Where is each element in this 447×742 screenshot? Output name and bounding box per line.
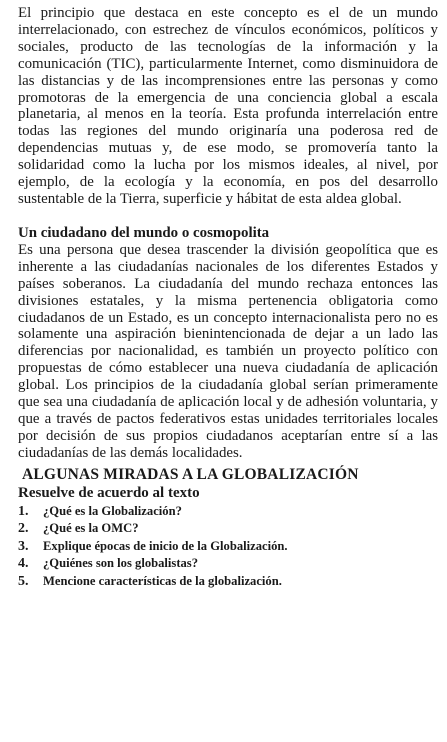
paragraph-gap: [18, 208, 438, 225]
question-number: 5.: [18, 574, 29, 590]
question-item: [18, 503, 438, 521]
question-text: Mencione características de la globalización.: [43, 574, 282, 589]
intro-paragraph: El principio que destaca en este concepto es el de un mundo interrelacionado, con estrechez de vínculos económicos, políticos y sociales, producto de las tecnologías de la información y la comunicación (TIC), particularmente Internet, como disminuidora de las distancias y de las incomprensiones entre las personas y como promotoras de la emergencia de una conciencia global a escala planetaria, al menos en la teoría. Esta profunda interrelación entre todas las regiones del mundo originaría una poderosa red de dependencias mutuas y, de ese modo, se promovería tanto la solidaridad como la lucha por los mismos ideales, al nivel, por ejemplo, de la ecología y la economía, en pos del desarrollo sustentable de la Tierra, superficie y hábitat de esta aldea global.: [18, 5, 438, 207]
question-item: [18, 538, 438, 556]
question-text: ¿Quiénes son los globalistas?: [43, 556, 199, 571]
question-text: ¿Qué es la OMC?: [43, 521, 139, 536]
question-item: [18, 520, 438, 538]
question-number: 4.: [18, 556, 29, 572]
question-text: Explique épocas de inicio de la Globalización.: [43, 538, 288, 553]
question-item: [18, 555, 438, 573]
section-title: ALGUNAS MIRADAS A LA GLOBALIZACIÓN: [22, 465, 359, 483]
question-text: ¿Qué es la Globalización?: [43, 503, 182, 518]
citizen-heading: Un ciudadano del mundo o cosmopolita: [18, 224, 270, 241]
question-number: 3.: [18, 538, 29, 554]
question-list: [18, 503, 438, 591]
citizen-paragraph: Es una persona que desea trascender la división geopolítica que es inherente a las ciudadanías nacionales de los diferentes Estados y países soberanos. La ciudadanía del mundo rechaza entonces las divisiones estatales, y la misma pertenencia obligatoria como ciudadanos de un Estado, es un concepto internacionalista pero no es solamente una aspiración bienintencionada de dejar a un lado las diferencias por nacionalidad, es también un proyecto político con propuestas de cómo establecer una nueva ciudadanía de aplicación global. Los principios de la ciudadanía global serían primeramente que sea una ciudadanía de aplicación local y de adhesión voluntaria, y que a través de pactos federativos estas unidades territoriales locales por decisión de sus propios ciudadanos aceptarían entre sí a las ciudadanías de las demás localidades.: [18, 241, 438, 461]
exercise-instruction: Resuelve de acuerdo al texto: [18, 484, 200, 501]
question-item: [18, 573, 438, 591]
question-number: 2.: [18, 521, 29, 537]
question-number: 1.: [18, 503, 29, 519]
